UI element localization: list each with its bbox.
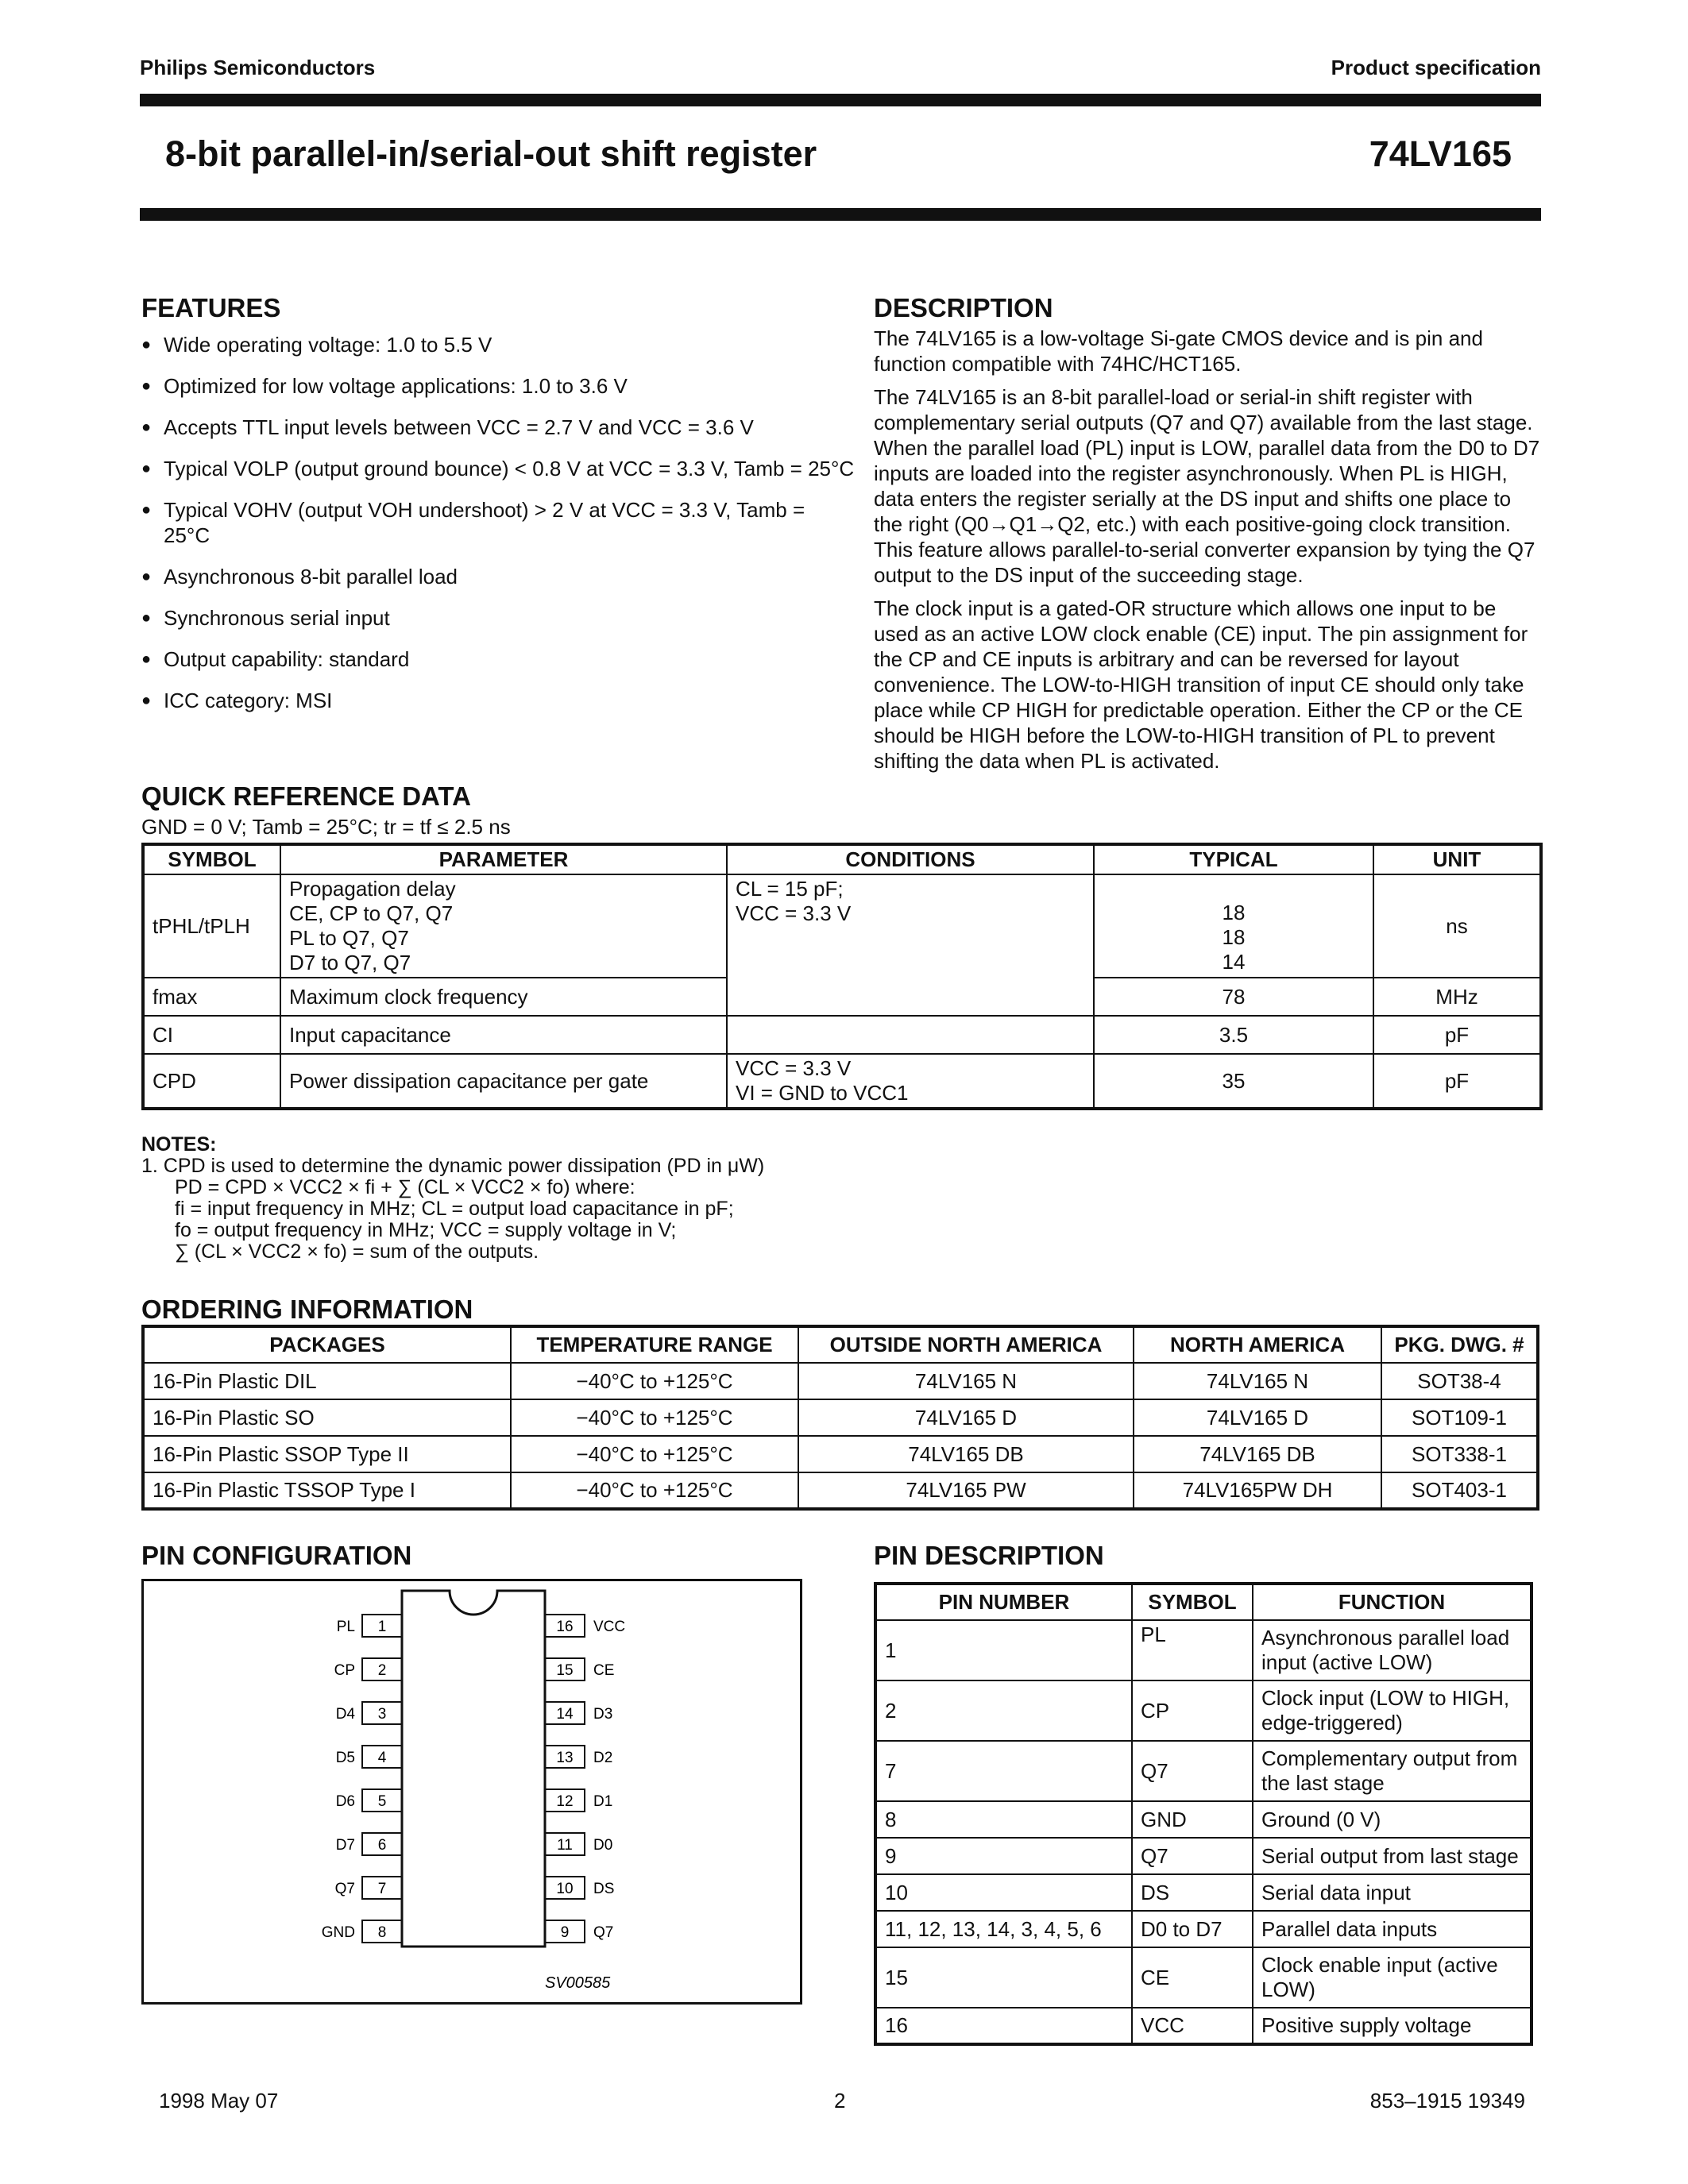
pin-number: 10 (556, 1881, 574, 1897)
table-cell: 16-Pin Plastic DIL (143, 1363, 511, 1399)
list-item: ● Output capability: standard (141, 646, 856, 672)
pin-number: 4 (377, 1750, 387, 1766)
table-cell: Serial output from last stage (1253, 1838, 1532, 1874)
ordering-heading: ORDERING INFORMATION (141, 1295, 473, 1324)
notes-section (141, 1134, 764, 1263)
description-paragraph: The 74LV165 is a low-voltage Si-gate CMOS device and is pin and function compatible with 74HC/HCT165. (874, 326, 1483, 376)
list-item: ● Accepts TTL input levels between VCC = 2.7 V and VCC = 3.6 V (141, 415, 856, 440)
description-section (874, 295, 1541, 781)
pin-number: 9 (560, 1924, 570, 1941)
table-row (875, 1911, 1532, 1947)
pin-number: 11 (557, 1837, 573, 1854)
table-cell (727, 874, 1094, 1016)
cell-line: VCC = 3.3 V (736, 1056, 852, 1080)
cell-line: PL to Q7, Q7 (289, 926, 409, 950)
header-rule (140, 94, 1541, 106)
cell-line: 18 (1222, 900, 1246, 924)
column-header: PACKAGES (143, 1326, 511, 1363)
pin-number: 8 (377, 1924, 387, 1941)
table-cell: Serial data input (1253, 1874, 1532, 1911)
table-cell: 1 (875, 1620, 1132, 1680)
company-name: Philips Semiconductors (140, 56, 376, 79)
note-line: 1. CPD is used to determine the dynamic power dissipation (PD in μW) (141, 1155, 765, 1177)
table-cell: CPD (143, 1054, 280, 1109)
table-cell: ns (1373, 874, 1541, 978)
table-cell: 74LV165 DB (1134, 1436, 1381, 1472)
right-pin-group (545, 1615, 625, 1943)
cell-line: 18 (1222, 924, 1246, 949)
column-header: PARAMETER (280, 844, 727, 874)
pin-number: 13 (556, 1750, 574, 1766)
table-row (143, 1054, 1541, 1109)
figure-code: SV00585 (545, 1974, 611, 1992)
pin-diagram-frame (141, 1579, 802, 2005)
table-cell: Parallel data inputs (1253, 1911, 1532, 1947)
table-header-row (143, 844, 1541, 874)
pin-label: D3 (593, 1706, 613, 1723)
description-paragraph: The clock input is a gated-OR structure which allows one input to be used as an active LOW clock enable (CE) input. The pin assignment for the CP and CE inputs is arbitrary and can be reversed for layout convenience. The LOW-to-HIGH transition of input CE should only take place while CP HIGH for predictable operation. Either the CP or the CE should be HIGH before the LOW-to-HIGH transition of PL to prevent shifting the data when PL is activated. (874, 596, 1528, 773)
pin-label: GND (321, 1924, 355, 1941)
quick-reference-table (141, 843, 1543, 1110)
table-cell: Input capacitance (280, 1016, 727, 1054)
table-cell: 7 (875, 1741, 1132, 1801)
table-cell: Maximum clock frequency (280, 978, 727, 1016)
quick-reference-heading: QUICK REFERENCE DATA (141, 781, 471, 811)
table-row (143, 874, 1541, 978)
table-cell: CE (1132, 1947, 1253, 2008)
table-cell (727, 1054, 1094, 1109)
pin-label: D6 (335, 1793, 355, 1810)
left-pin-group (322, 1615, 402, 1943)
pin-label: D7 (335, 1837, 355, 1854)
table-cell: 16-Pin Plastic TSSOP Type I (143, 1472, 511, 1509)
column-header: OUTSIDE NORTH AMERICA (798, 1326, 1134, 1363)
list-item: ● Optimized for low voltage applications: 1.0 to 3.6 V (141, 373, 856, 399)
footer-code: 853–1915 19349 (1369, 2089, 1525, 2113)
features-section (141, 295, 856, 729)
chip-body (402, 1591, 545, 1947)
table-cell: 74LV165 PW (798, 1472, 1134, 1509)
pin-number: 16 (556, 1619, 574, 1635)
pin-number: 5 (377, 1793, 387, 1810)
table-cell: CP (1132, 1680, 1253, 1741)
table-cell: SOT338-1 (1381, 1436, 1538, 1472)
description-paragraph: The 74LV165 is an 8-bit parallel-load or serial-in shift register with complementary serial outputs (Q7 and Q7) available from the last stage. When the parallel load (PL) input is LOW, parallel data from the D0 to D7 inputs are loaded into the register asynchronously. When PL is HIGH, data enters the register serially at the DS input and shifts one place to the right (Q0→Q1→Q2, etc.) with each positive-going clock transition. This feature allows parallel-to-serial converter expansion by tying the Q7 output to the DS input of the succeeding stage. (874, 385, 1540, 587)
note-line: fi = input frequency in MHz; CL = output load capacitance in pF; (175, 1198, 734, 1220)
cell-line: CE, CP to Q7, Q7 (289, 901, 454, 925)
table-cell: PL (1132, 1620, 1253, 1680)
table-cell: Q7 (1132, 1741, 1253, 1801)
table-cell: 2 (875, 1680, 1132, 1741)
cell-line: 14 (1222, 949, 1246, 974)
table-cell: 74LV165 DB (798, 1436, 1134, 1472)
table-cell: pF (1373, 1016, 1541, 1054)
table-cell: 3.5 (1094, 1016, 1373, 1054)
pin-number: 1 (377, 1619, 387, 1635)
description-heading: DESCRIPTION (874, 293, 1053, 322)
table-cell: −40°C to +125°C (511, 1363, 798, 1399)
table-cell: Ground (0 V) (1253, 1801, 1532, 1838)
page-title: 8-bit parallel-in/serial-out shift register (165, 133, 817, 174)
pin-number: 15 (556, 1662, 574, 1679)
table-cell: Q7 (1132, 1838, 1253, 1874)
cell-line: CL = 15 pF; (736, 877, 844, 901)
pin-configuration-heading: PIN CONFIGURATION (141, 1541, 412, 1570)
pin-label: PL (336, 1619, 355, 1635)
table-cell: −40°C to +125°C (511, 1472, 798, 1509)
ordering-table (141, 1325, 1539, 1511)
table-cell: GND (1132, 1801, 1253, 1838)
table-cell: Clock input (LOW to HIGH, edge-triggered) (1253, 1680, 1532, 1741)
notes-heading: NOTES: (141, 1133, 217, 1156)
pin-diagram (144, 1581, 800, 2002)
title-rule (140, 208, 1541, 221)
column-header: UNIT (1373, 844, 1541, 874)
table-header-row (143, 1326, 1538, 1363)
table-cell: Complementary output from the last stage (1253, 1741, 1532, 1801)
pin-label: Q7 (593, 1924, 614, 1941)
pin-label: DS (593, 1881, 615, 1897)
table-cell: 8 (875, 1801, 1132, 1838)
table-cell: tPHL/tPLH (143, 874, 280, 978)
quick-reference-section (141, 781, 1543, 1110)
list-item: ● Typical VOHV (output VOH undershoot) > 2 V at VCC = 3.3 V, Tamb = 25°C (141, 497, 856, 548)
table-cell: 78 (1094, 978, 1373, 1016)
table-cell: SOT38-4 (1381, 1363, 1538, 1399)
table-cell: 16 (875, 2008, 1132, 2044)
table-cell: Positive supply voltage (1253, 2008, 1532, 2044)
pin-number: 2 (377, 1662, 387, 1679)
footer-page-number: 2 (834, 2089, 846, 2113)
pin-label: D4 (335, 1706, 355, 1723)
doc-type: Product specification (1331, 56, 1541, 79)
pin-label: D1 (593, 1793, 613, 1810)
table-cell: 11, 12, 13, 14, 3, 4, 5, 6 (875, 1911, 1132, 1947)
pin-label: D5 (335, 1750, 355, 1766)
column-header: SYMBOL (1132, 1584, 1253, 1620)
table-row (143, 1399, 1538, 1436)
table-cell: SOT109-1 (1381, 1399, 1538, 1436)
table-cell: 15 (875, 1947, 1132, 2008)
cell-line: VCC = 3.3 V (736, 901, 852, 925)
note-line: PD = CPD × VCC2 × fi + ∑ (CL × VCC2 × fo) where: (175, 1176, 635, 1198)
cell-line: D7 to Q7, Q7 (289, 951, 411, 974)
pin-number: 6 (377, 1837, 387, 1854)
table-cell: CI (143, 1016, 280, 1054)
table-cell: pF (1373, 1054, 1541, 1109)
pin-configuration-section (141, 1541, 411, 1571)
table-row (875, 2008, 1532, 2044)
ordering-section (141, 1295, 1539, 1511)
table-cell (280, 874, 727, 978)
pin-label: VCC (593, 1619, 626, 1635)
column-header: PKG. DWG. # (1381, 1326, 1538, 1363)
list-item: ● Asynchronous 8-bit parallel load (141, 564, 856, 589)
table-cell: MHz (1373, 978, 1541, 1016)
table-cell: 9 (875, 1838, 1132, 1874)
table-cell: 16-Pin Plastic SSOP Type II (143, 1436, 511, 1472)
table-cell: DS (1132, 1874, 1253, 1911)
table-row (875, 1947, 1532, 2008)
table-cell: VCC (1132, 2008, 1253, 2044)
table-header-row (875, 1584, 1532, 1620)
table-cell: 10 (875, 1874, 1132, 1911)
note-line: fo = output frequency in MHz; VCC = supply voltage in V; (175, 1219, 677, 1241)
pin-number: 3 (377, 1706, 387, 1723)
column-header: FUNCTION (1253, 1584, 1532, 1620)
pin-label: CE (593, 1662, 615, 1679)
column-header: SYMBOL (143, 844, 280, 874)
table-row (875, 1680, 1532, 1741)
table-cell: 74LV165 D (798, 1399, 1134, 1436)
footer-date: 1998 May 07 (159, 2089, 279, 2113)
pin-number: 7 (377, 1881, 387, 1897)
column-header: NORTH AMERICA (1134, 1326, 1381, 1363)
table-cell: 74LV165 N (1134, 1363, 1381, 1399)
table-cell (1094, 874, 1373, 978)
table-row (143, 1363, 1538, 1399)
table-row (875, 1874, 1532, 1911)
table-cell: 74LV165PW DH (1134, 1472, 1381, 1509)
table-row (143, 1472, 1538, 1509)
pin-label: CP (334, 1662, 355, 1679)
table-row (875, 1801, 1532, 1838)
pin-description-table (874, 1582, 1533, 2046)
pin-number: 14 (556, 1706, 574, 1723)
pin-number: 12 (556, 1793, 574, 1810)
table-cell: SOT403-1 (1381, 1472, 1538, 1509)
quick-reference-conditions: GND = 0 V; Tamb = 25°C; tr = tf ≤ 2.5 ns (141, 815, 511, 839)
table-cell (727, 1016, 1094, 1054)
list-item: ● ICC category: MSI (141, 688, 856, 713)
table-row (875, 1620, 1532, 1680)
column-header: TYPICAL (1094, 844, 1373, 874)
table-cell: 74LV165 D (1134, 1399, 1381, 1436)
pin-description-section (874, 1541, 1533, 2046)
cell-line: VI = GND to VCC1 (736, 1081, 909, 1105)
table-row (875, 1838, 1532, 1874)
table-row (143, 1436, 1538, 1472)
table-row (143, 1016, 1541, 1054)
table-cell: D0 to D7 (1132, 1911, 1253, 1947)
pin-description-heading: PIN DESCRIPTION (874, 1541, 1104, 1570)
list-item: ● Typical VOLP (output ground bounce) < 0.8 V at VCC = 3.3 V, Tamb = 25°C (141, 456, 856, 481)
part-number: 74LV165 (1369, 133, 1512, 174)
pin-label: D0 (593, 1837, 613, 1854)
column-header: PIN NUMBER (875, 1584, 1132, 1620)
column-header: TEMPERATURE RANGE (511, 1326, 798, 1363)
list-item: ● Wide operating voltage: 1.0 to 5.5 V (141, 332, 856, 357)
table-row (875, 1741, 1532, 1801)
table-cell: 16-Pin Plastic SO (143, 1399, 511, 1436)
table-cell: −40°C to +125°C (511, 1436, 798, 1472)
features-heading: FEATURES (141, 293, 281, 322)
table-cell: Clock enable input (active LOW) (1253, 1947, 1532, 2008)
note-line: ∑ (CL × VCC2 × fo) = sum of the outputs. (175, 1241, 539, 1263)
column-header: CONDITIONS (727, 844, 1094, 874)
list-item: ● Synchronous serial input (141, 605, 856, 631)
table-cell: Power dissipation capacitance per gate (280, 1054, 727, 1109)
pin-label: Q7 (334, 1881, 355, 1897)
table-cell: 35 (1094, 1054, 1373, 1109)
table-cell: Asynchronous parallel load input (active LOW) (1253, 1620, 1532, 1680)
table-cell: fmax (143, 978, 280, 1016)
table-cell: −40°C to +125°C (511, 1399, 798, 1436)
features-list (141, 332, 856, 713)
pin-label: D2 (593, 1750, 613, 1766)
table-cell: 74LV165 N (798, 1363, 1134, 1399)
cell-line: Propagation delay (289, 877, 456, 901)
